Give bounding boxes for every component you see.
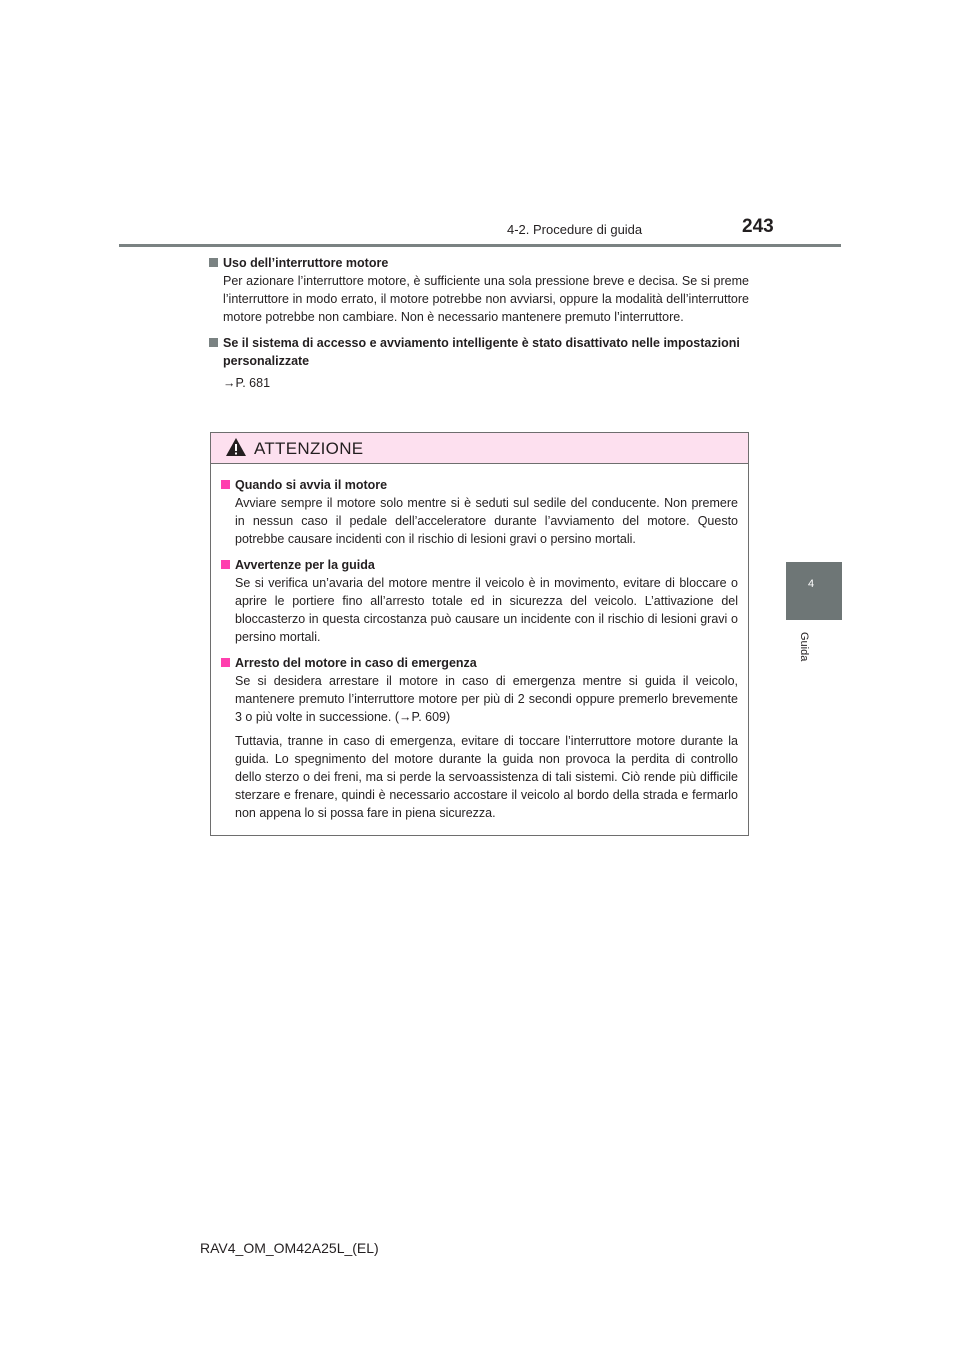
section-body: Per azionare l’interruttore motore, è sufficiente una sola pressione breve e decisa. Se si preme l’interruttore in modo errato, il motore potrebbe non avviarsi, oppure la modalità dell’interruttore motore potrebbe non cambiare. Non è necessario mantenere premuto l’interruttore. (223, 274, 749, 324)
square-bullet-icon (209, 338, 218, 347)
section-title-text: Se il sistema di accesso e avviamento intelligente è stato disattivato nelle impostazioni personalizzate (223, 336, 740, 368)
chapter-tab[interactable] (786, 562, 842, 620)
main-content (209, 254, 749, 400)
footer-doc-code: RAV4_OM_OM42A25L_(EL) (200, 1240, 379, 1256)
warning-section-title (221, 654, 738, 672)
warning-body (211, 464, 748, 822)
warning-section-body: Se si verifica un’avaria del motore mentre il veicolo è in movimento, evitare di bloccare o aprire le portiere fino all’arresto totale ed in sicurezza del veicolo. L’attivazione del bloccasterzo in questa circostanza può causare un incidente con il rischio di lesioni gravi o persino mortali. (235, 576, 738, 644)
warning-section (221, 476, 738, 548)
section-title (209, 254, 749, 272)
warning-header (211, 433, 748, 464)
header-rule (119, 244, 841, 247)
warning-section (221, 654, 738, 822)
warning-section-title (221, 476, 738, 494)
section-title (209, 334, 749, 370)
square-bullet-icon (221, 560, 230, 569)
square-bullet-icon (221, 480, 230, 489)
warning-section-title-text: Quando si avvia il motore (235, 478, 388, 492)
square-bullet-icon (221, 658, 230, 667)
warning-section-body: Tuttavia, tranne in caso di emergenza, evitare di toccare l’interruttore motore durante la guida. Lo spegnimento del motore durante la guida non provoca la perdita di controllo dello sterzo o dei freni, ma si perde la servoassistenza di tali sistemi. Ciò rende più difficile sterzare e frenare, quindi è necessario accostare il veicolo al bordo della strada e fermarlo non appena lo si possa fare in piena sicurezza. (235, 734, 738, 820)
warning-section-body: Avviare sempre il motore solo mentre si è seduti sul sedile del conducente. Non premere in nessun caso il pedale dell’acceleratore durante l’avviamento del motore. Questo potrebbe causare incidenti con il rischio di lesioni gravi o persino mortali. (235, 496, 738, 546)
section-smart-entry (209, 334, 749, 392)
chapter-tab-label: Guida (798, 632, 810, 662)
section-title-text: Uso dell’interruttore motore (223, 256, 389, 270)
page-reference-link[interactable]: →P. 681 (223, 376, 271, 390)
warning-section-title-text: Arresto del motore in caso di emergenza (235, 656, 477, 670)
warning-box (210, 432, 749, 836)
warning-section (221, 556, 738, 646)
warning-section-title-text: Avvertenze per la guida (235, 558, 375, 572)
header-section-label: 4-2. Procedure di guida (507, 222, 643, 237)
warning-title: ATTENZIONE (254, 439, 364, 458)
page-number: 243 (742, 216, 774, 237)
square-bullet-icon (209, 258, 218, 267)
warning-triangle-icon (225, 437, 247, 457)
section-engine-switch (209, 254, 749, 326)
warning-section-title (221, 556, 738, 574)
warning-section-body: Se si desidera arrestare il motore in caso di emergenza mentre si guida il veicolo, mantenere premuto l’interruttore motore per più di 2 secondi oppure premerlo brevemente 3 o più volte in successione. (→P. 609) (235, 674, 738, 724)
chapter-tab-number: 4 (808, 578, 815, 590)
